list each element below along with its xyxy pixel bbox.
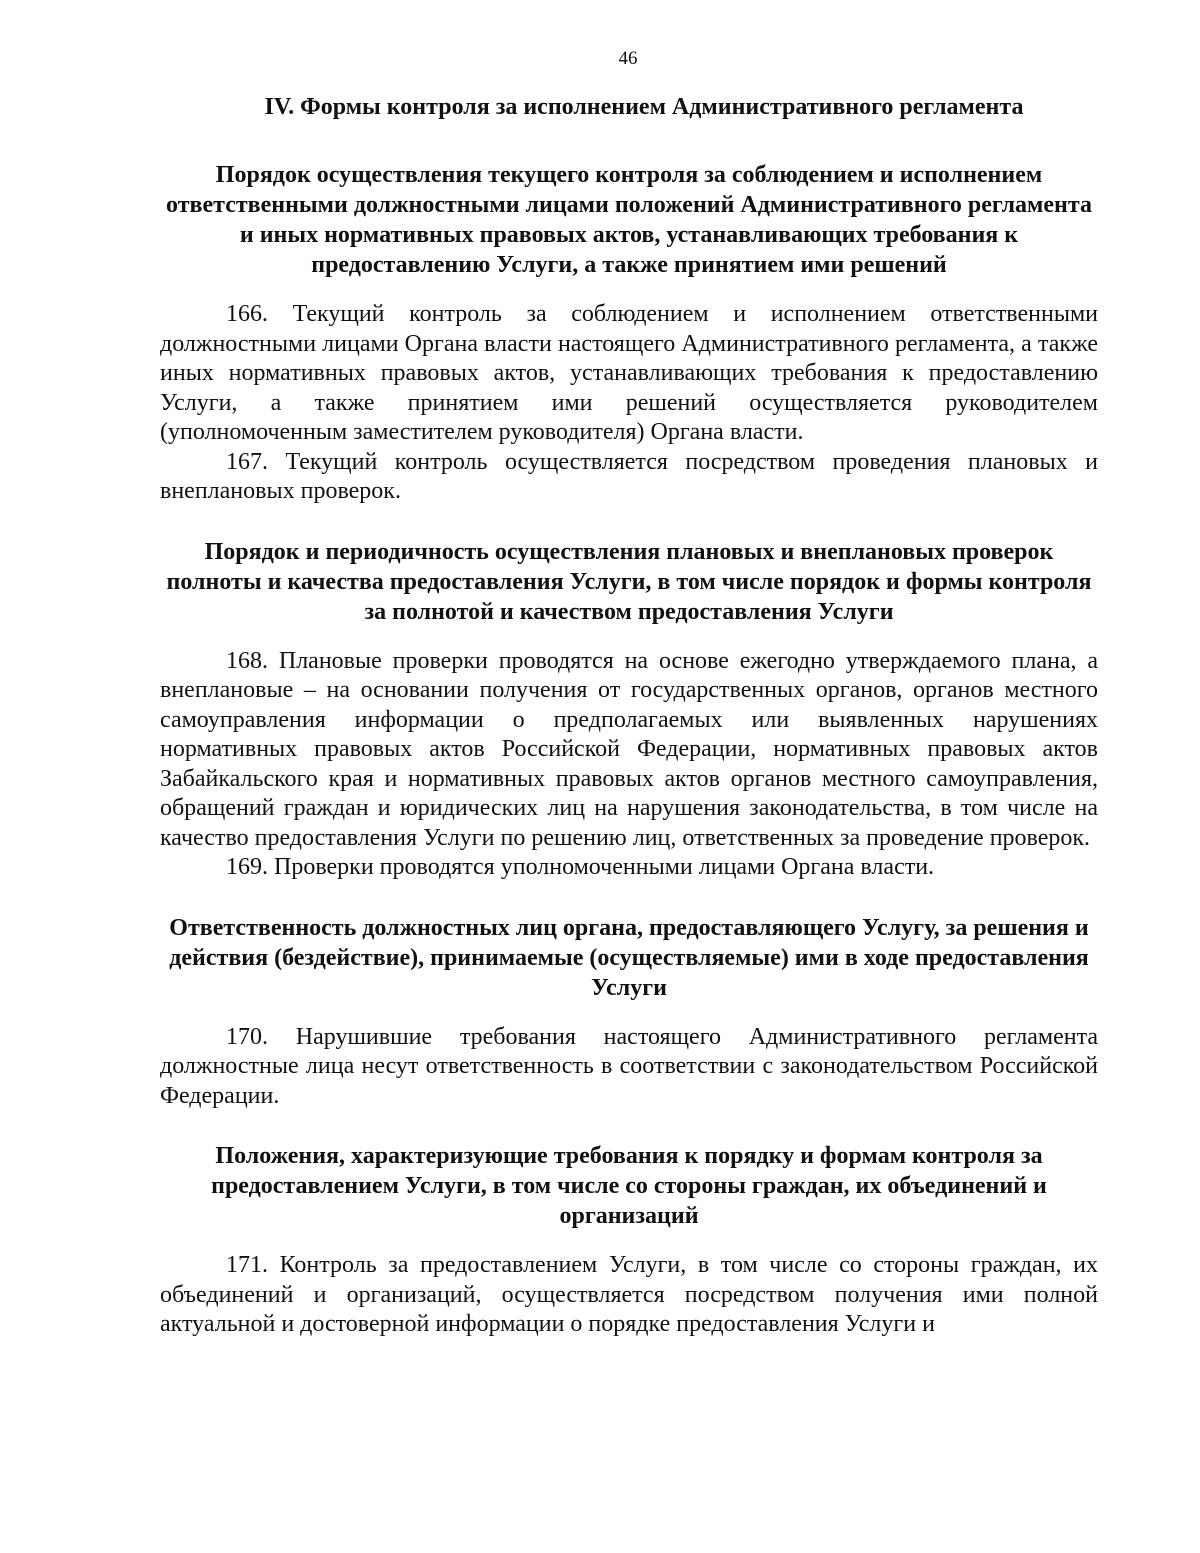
paragraph-171: 171. Контроль за предоставлением Услуги, в том числе со стороны граждан, их объединений и организаций, осуществляется посредством получения ими полной актуальной и достоверной информации о порядке предоставления Услуги и [160,1252,1098,1337]
section-block-current-control [160,160,1098,507]
section-block-public-control [160,1141,1098,1340]
paragraph-168: 168. Плановые проверки проводятся на основе ежегодно утверждаемого плана, а внеплановые – на основании получения от государственных органов, органов местного самоуправления информации о предполагаемых или выявленных нарушениях нормативных правовых актов Российской Федерации, нормативных правовых актов Забайкальского края и нормативных правовых актов органов местного самоуправления, обращений граждан и юридических лиц на нарушения законодательства, в том числе на качество предоставления Услуги по решению лиц, ответственных за проведение проверок. [160,647,1098,851]
document-content [160,92,1098,1340]
paragraph-169: 169. Проверки проводятся уполномоченными лицами Органа власти. [226,854,935,880]
subsection-heading: Ответственность должностных лиц органа, предоставляющего Услугу, за решения и действия (бездействие), принимаемые (осуществляемые) ими в ходе предоставления Услуги [169,914,1089,1001]
page-number: 46 [618,48,638,69]
section-block-inspections [160,537,1098,883]
paragraph-170: 170. Нарушившие требования настоящего Административного регламента должностные лица несут ответственность в соответствии с законодательством Российской Федерации. [160,1023,1098,1109]
subsection-heading: Положения, характеризующие требования к порядку и формам контроля за предоставлением Услуги, в том числе со стороны граждан, их объединений и организаций [211,1143,1047,1229]
paragraph-166: 166. Текущий контроль за соблюдением и исполнением ответственными должностными лицами Органа власти настоящего Административного регламента, а также иных нормативных правовых актов, устанавливающих требования к предоставлению Услуги, а также принятием ими решений осуществляется руководителем (уполномоченным заместителем руководителя) Органа власти. [160,301,1098,445]
subsection-heading: Порядок осуществления текущего контроля за соблюдением и исполнением ответственными должностными лицами положений Административного регламента и иных нормативных правовых актов, устанавливающих требования к предоставлению Услуги, а также принятием ими решений [166,162,1092,278]
paragraph-167: 167. Текущий контроль осуществляется посредством проведения плановых и внеплановых проверок. [160,448,1098,504]
section-block-responsibility [160,913,1098,1112]
section-title: IV. Формы контроля за исполнением Административного регламента [264,94,1024,120]
subsection-heading: Порядок и периодичность осуществления плановых и внеплановых проверок полноты и качества предоставления Услуги, в том числе порядок и формы контроля за полнотой и качеством предоставления Услуги [166,538,1092,625]
